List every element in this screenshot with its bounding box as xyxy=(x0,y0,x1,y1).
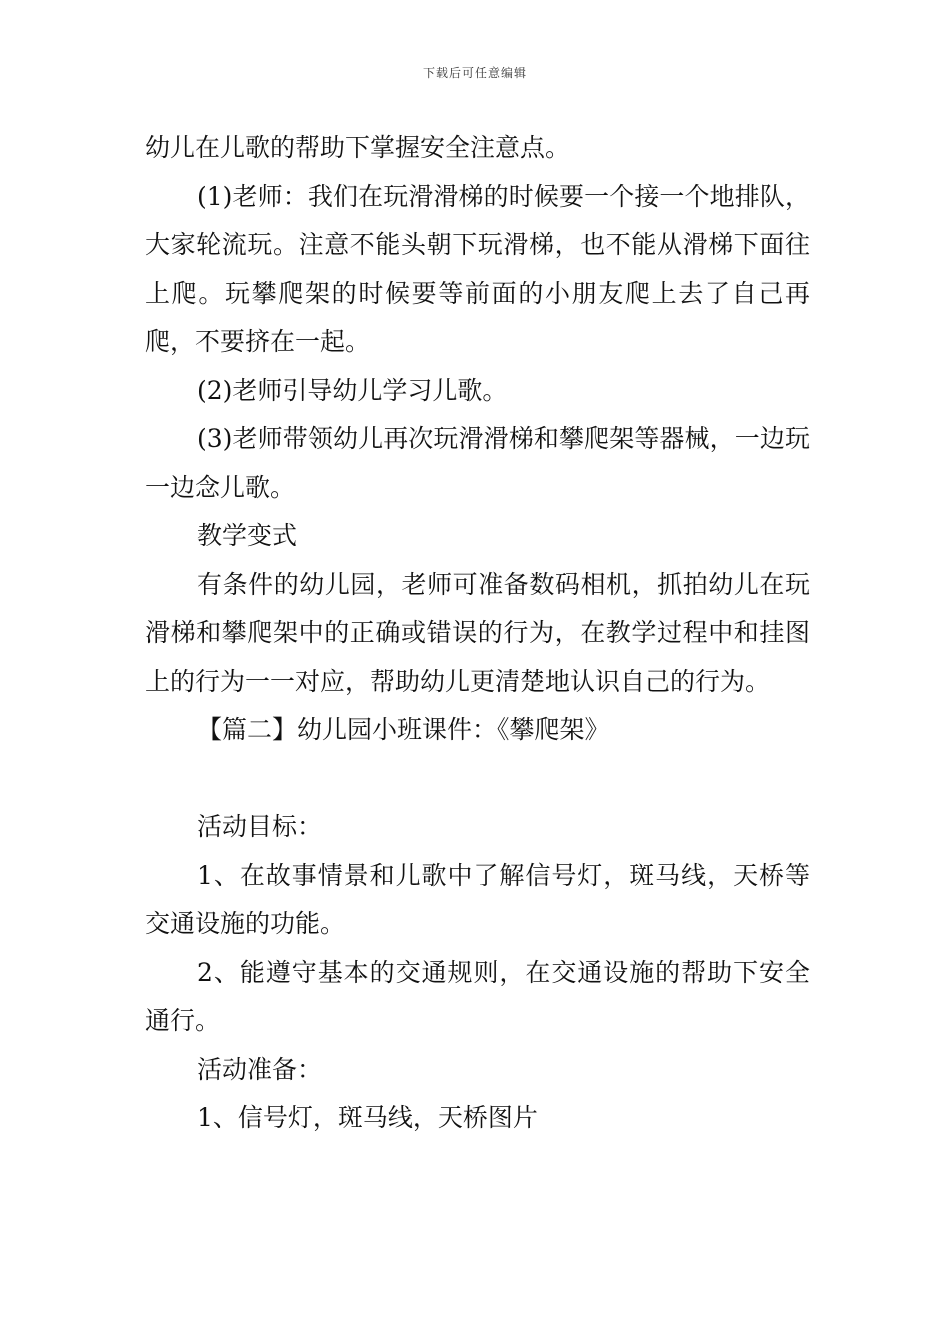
section-heading-preparation: 活动准备： xyxy=(197,1054,323,1084)
paragraph-goal-1: 1、在故事情景和儿歌中了解信号灯，斑马线，天桥等交通设施的功能。 xyxy=(145,860,810,938)
paragraph-goal-2: 2、能遵守基本的交通规则，在交通设施的帮助下安全通行。 xyxy=(145,957,810,1035)
paragraph-step-2: (2)老师引导幼儿学习儿歌。 xyxy=(197,375,508,405)
section-heading-variation: 教学变式 xyxy=(197,521,298,550)
document-body xyxy=(145,124,810,1143)
section-heading-goals: 活动目标： xyxy=(197,812,323,841)
paragraph-preparation-1: 1、信号灯，斑马线，天桥图片 xyxy=(197,1103,538,1132)
paragraph-intro: 幼儿在儿歌的帮助下掌握安全注意点。 xyxy=(145,133,571,162)
section-heading-part-two: 【篇二】幼儿园小班课件：《攀爬架》 xyxy=(197,715,610,744)
paragraph-variation: 有条件的幼儿园，老师可准备数码相机，抓拍幼儿在玩滑梯和攀爬架中的正确或错误的行为，在教学过程中和挂图上的行为一一对应，帮助幼儿更清楚地认识自己的行为。 xyxy=(145,569,810,696)
blank-line xyxy=(145,755,810,804)
paragraph-step-3: (3)老师带领幼儿再次玩滑滑梯和攀爬架等器械，一边玩一边念儿歌。 xyxy=(145,424,810,502)
paragraph-step-1: (1)老师：我们在玩滑滑梯的时候要一个接一个地排队，大家轮流玩。注意不能头朝下玩滑梯，也不能从滑梯下面往上爬。玩攀爬架的时候要等前面的小朋友爬上去了自己再爬，不要挤在一起。 xyxy=(145,181,810,356)
page-header: 下载后可任意编辑 xyxy=(422,66,527,80)
